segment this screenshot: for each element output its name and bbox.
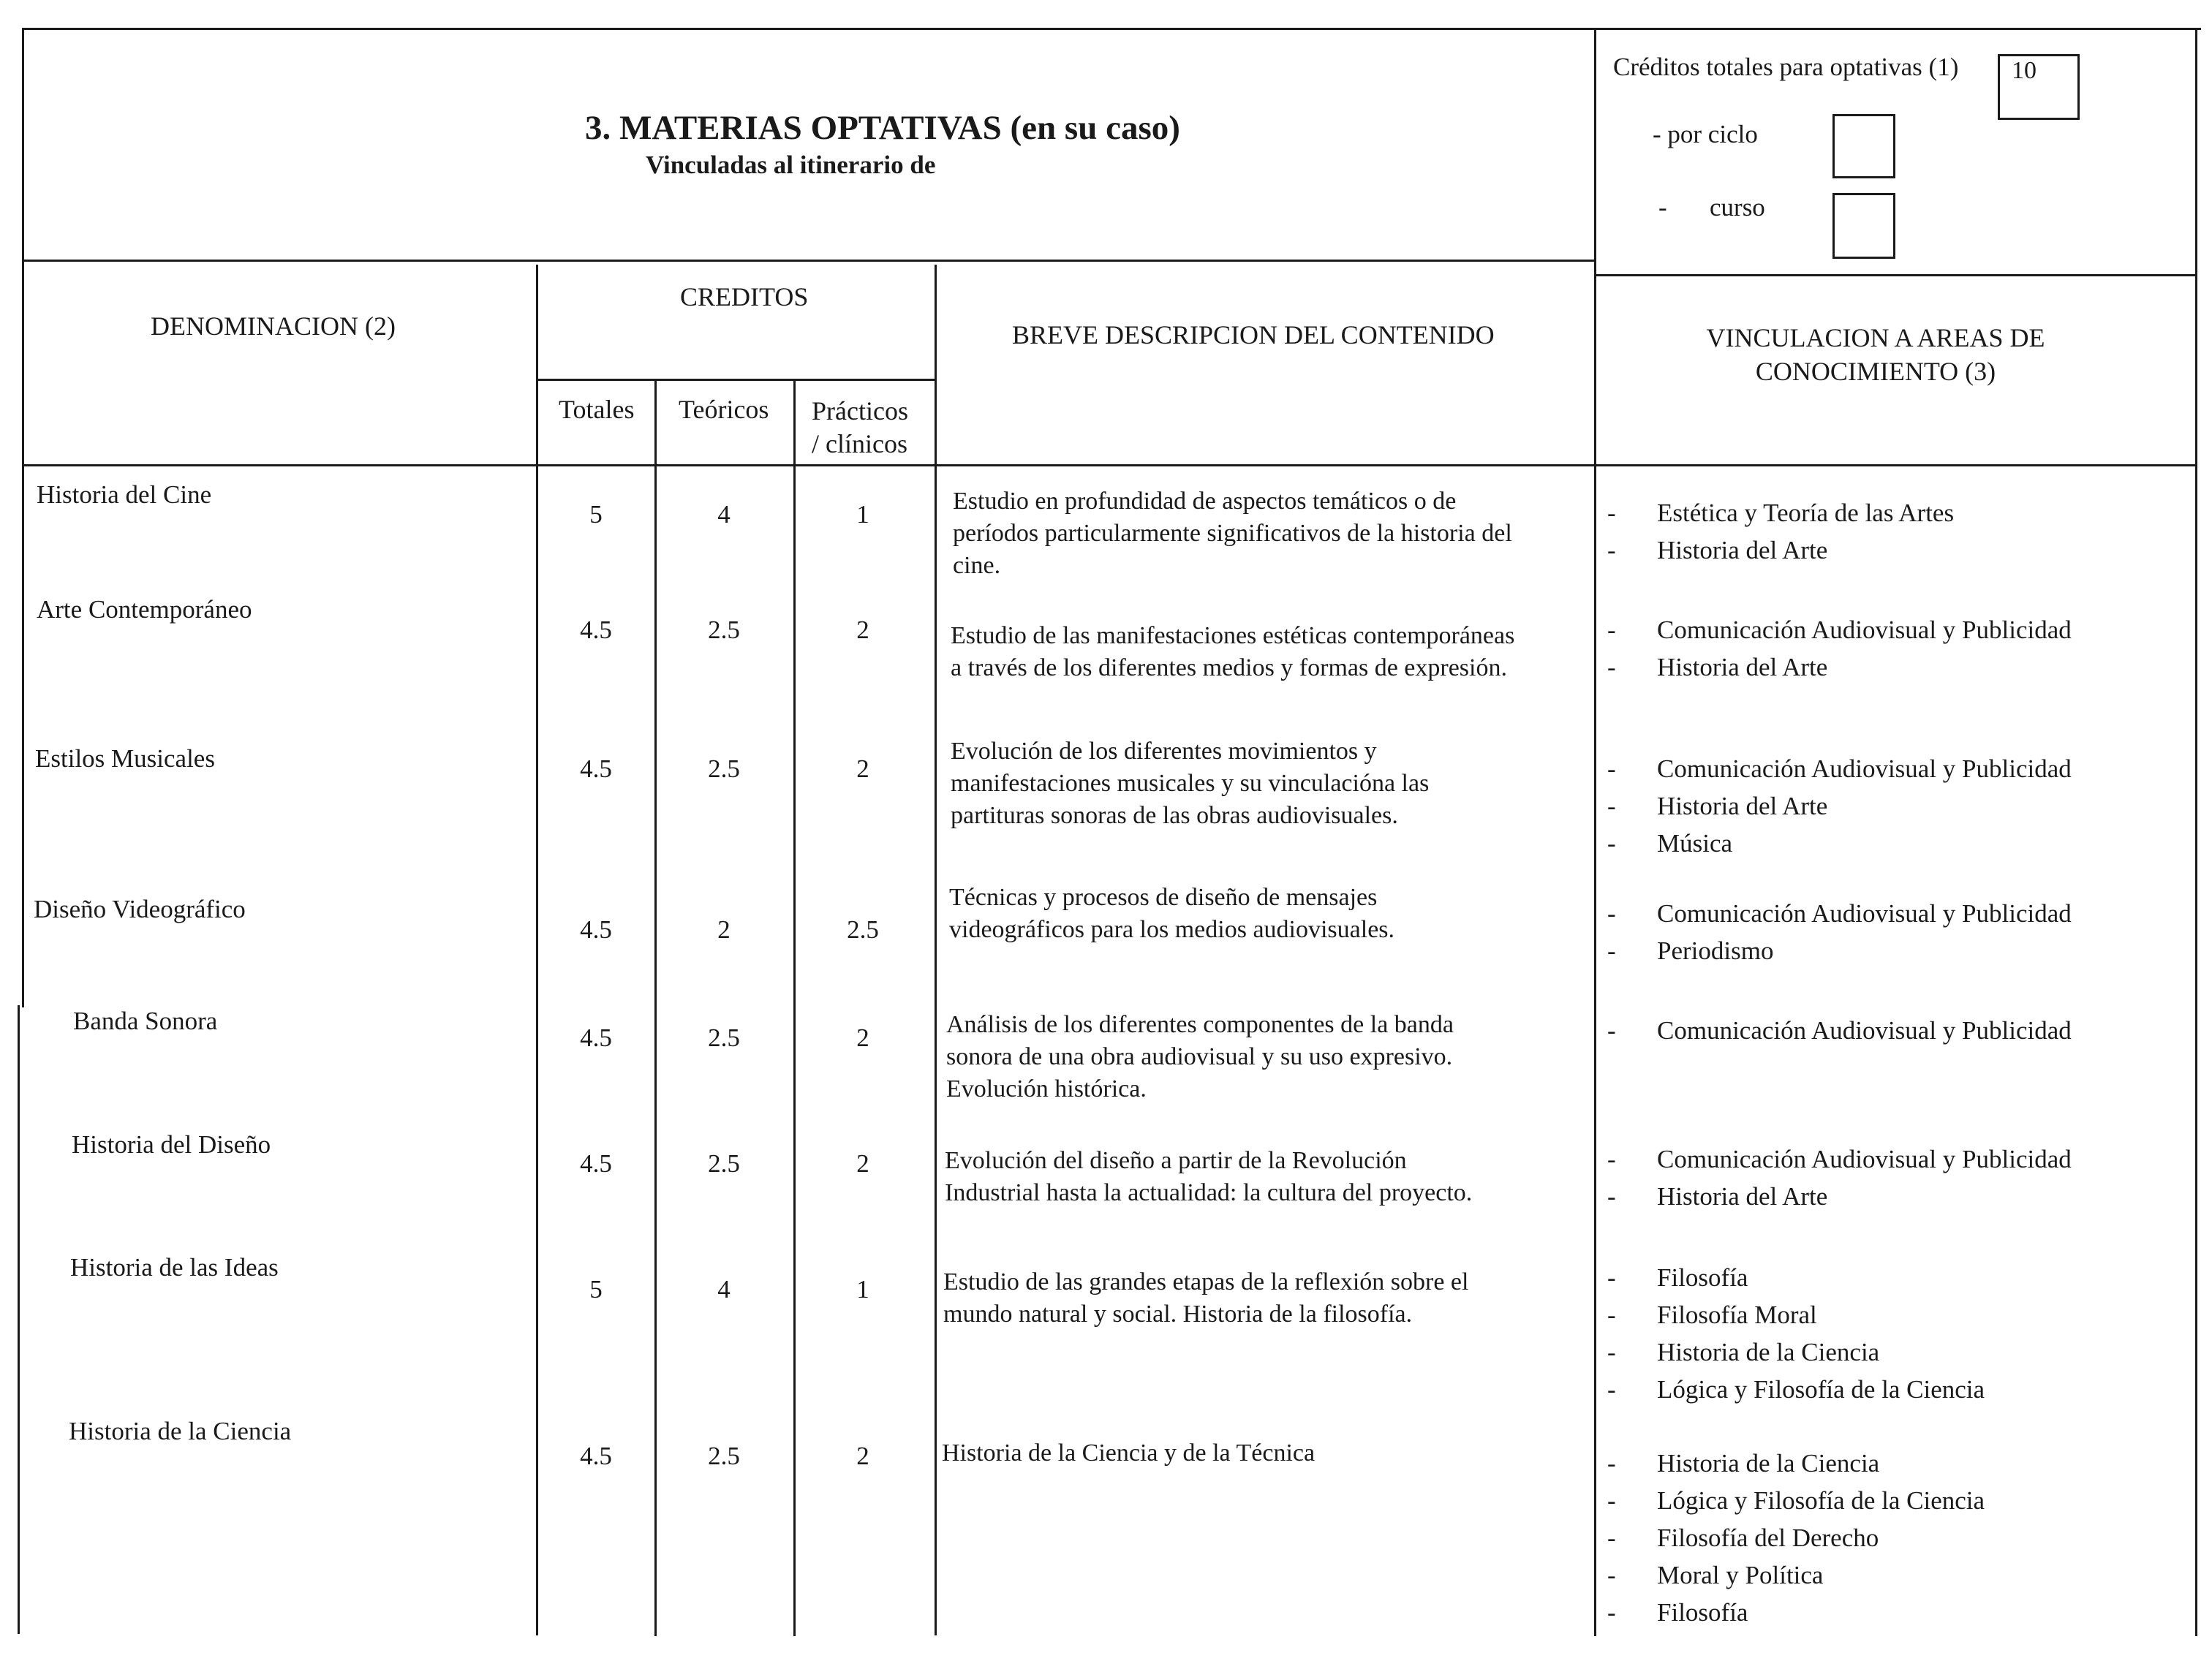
credit-practicos: 2 (856, 754, 869, 783)
area-label: Comunicación Audiovisual y Publicidad (1657, 1145, 2072, 1173)
left-border (22, 28, 24, 1007)
credit-teoricos: 4 (717, 1275, 731, 1304)
subject-description (946, 1009, 1454, 1105)
list-dash: - (1607, 536, 1616, 564)
col-line-2 (654, 379, 657, 1636)
subject-description (953, 485, 1512, 582)
subject-name: Historia de la Ciencia (69, 1417, 292, 1445)
area-label: Periodismo (1657, 937, 1774, 965)
list-dash: - (1607, 1561, 1616, 1589)
col-header-practicos-1: Prácticos (812, 396, 908, 425)
knowledge-areas (1606, 494, 1954, 569)
area-label: Comunicación Audiovisual y Publicidad (1657, 899, 2072, 928)
area-item (1606, 1371, 1985, 1408)
col-header-practicos-2: / clínicos (812, 429, 907, 458)
area-item (1606, 1140, 2072, 1178)
credit-practicos: 2 (856, 1149, 869, 1178)
credit-totales: 4.5 (580, 754, 612, 783)
credit-teoricos: 4 (717, 500, 731, 529)
header-divider-right (1594, 274, 2197, 276)
area-label: Estética y Teoría de las Artes (1657, 499, 1955, 527)
list-dash: - (1607, 1145, 1616, 1173)
por-ciclo-box[interactable] (1832, 114, 1895, 178)
subject-description (945, 1145, 1472, 1209)
area-label: Música (1657, 829, 1733, 858)
area-label: Filosofía (1657, 1263, 1748, 1292)
list-dash: - (1607, 1449, 1616, 1478)
description-line: Evolución histórica. (946, 1075, 1147, 1102)
area-item (1606, 494, 1954, 531)
knowledge-areas (1606, 750, 2072, 862)
area-label: Comunicación Audiovisual y Publicidad (1657, 1016, 2072, 1045)
creditos-totales-value: 10 (2012, 57, 2037, 84)
description-line: Industrial hasta la actualidad: la cultura del proyecto. (945, 1179, 1473, 1206)
description-line: Estudio de las grandes etapas de la reflexión sobre el (943, 1268, 1469, 1295)
description-line: manifestaciones musicales y su vinculacióna las (951, 770, 1430, 797)
section-title: 3. MATERIAS OPTATIVAS (en su caso) (585, 109, 1180, 147)
col-line-4 (935, 265, 937, 1635)
credit-totales: 4.5 (580, 1024, 612, 1052)
list-dash: - (1607, 1338, 1616, 1366)
creditos-sub-divider (537, 379, 936, 381)
area-label: Historia de la Ciencia (1657, 1338, 1880, 1366)
description-line: Análisis de los diferentes componentes de la banda (946, 1011, 1454, 1038)
list-dash: - (1607, 653, 1616, 681)
description-line: Evolución de los diferentes movimientos y (951, 738, 1377, 765)
area-item (1606, 1296, 1985, 1333)
subject-name: Estilos Musicales (35, 744, 215, 773)
credit-totales: 4.5 (580, 915, 612, 944)
area-item (1606, 750, 2072, 787)
area-item (1606, 1012, 2072, 1049)
subject-description (942, 1437, 1315, 1469)
description-line: Evolución del diseño a partir de la Revolución (945, 1147, 1407, 1174)
subject-description (943, 1266, 1468, 1331)
description-line: Historia de la Ciencia y de la Técnica (942, 1439, 1316, 1467)
right-border (2195, 28, 2197, 1636)
description-line: cine. (953, 552, 1001, 579)
knowledge-areas (1606, 1445, 1985, 1631)
list-dash: - (1607, 1263, 1616, 1292)
area-label: Filosofía Moral (1657, 1301, 1817, 1329)
list-dash: - (1607, 754, 1616, 783)
credit-practicos: 2.5 (847, 915, 879, 944)
knowledge-areas (1606, 1012, 2072, 1049)
subject-name: Banda Sonora (73, 1007, 218, 1035)
section-subtitle: Vinculadas al itinerario de (646, 151, 936, 179)
subject-name: Arte Contemporáneo (37, 595, 252, 624)
curso-box[interactable] (1832, 193, 1895, 259)
description-line: Técnicas y procesos de diseño de mensajes (949, 884, 1378, 911)
credit-totales: 4.5 (580, 616, 612, 644)
area-label: Historia del Arte (1657, 792, 1828, 820)
list-dash: - (1607, 899, 1616, 928)
area-label: Comunicación Audiovisual y Publicidad (1657, 616, 2072, 644)
area-item (1606, 825, 2072, 862)
credit-totales: 4.5 (580, 1149, 612, 1178)
col-line-3 (793, 379, 796, 1636)
credit-teoricos: 2.5 (708, 1149, 740, 1178)
col-header-creditos: CREDITOS (680, 282, 809, 311)
area-item (1606, 787, 2072, 825)
col-header-teoricos: Teóricos (679, 395, 769, 424)
por-ciclo-label: - por ciclo (1653, 120, 1758, 148)
description-line: a través de los diferentes medios y formas de expresión. (951, 654, 1507, 681)
description-line: mundo natural y social. Historia de la filosofía. (943, 1301, 1413, 1328)
description-line: partituras sonoras de las obras audiovisuales. (951, 802, 1398, 829)
list-dash: - (1607, 616, 1616, 644)
area-item (1606, 1178, 2072, 1215)
credit-totales: 5 (589, 1275, 603, 1304)
subject-name: Historia de las Ideas (70, 1253, 279, 1282)
area-label: Moral y Política (1657, 1561, 1824, 1589)
col-header-vinculacion-1: VINCULACION A AREAS DE (1706, 323, 2045, 352)
curso-dash: - (1658, 193, 1667, 222)
subject-name: Diseño Videográfico (34, 895, 246, 923)
credit-practicos: 1 (856, 500, 869, 529)
area-label: Historia del Arte (1657, 536, 1828, 564)
list-dash: - (1607, 1182, 1616, 1211)
credit-teoricos: 2 (717, 915, 731, 944)
subject-description (949, 882, 1394, 946)
area-label: Historia del Arte (1657, 653, 1828, 681)
list-dash: - (1607, 499, 1616, 527)
description-line: períodos particularmente significativos de la historia del (953, 520, 1512, 547)
header-divider (22, 260, 1594, 262)
description-line: Estudio en profundidad de aspectos temáticos o de (953, 488, 1457, 515)
list-dash: - (1607, 1016, 1616, 1045)
list-dash: - (1607, 1598, 1616, 1627)
area-item (1606, 1556, 1985, 1594)
list-dash: - (1607, 1486, 1616, 1515)
area-item (1606, 1445, 1985, 1482)
list-dash: - (1607, 937, 1616, 965)
credit-practicos: 2 (856, 1024, 869, 1052)
creditos-totales-label: Créditos totales para optativas (1) (1613, 53, 1959, 81)
left-border-lower (18, 1005, 20, 1634)
list-dash: - (1607, 1375, 1616, 1404)
description-line: sonora de una obra audiovisual y su uso expresivo. (946, 1043, 1453, 1070)
area-label: Comunicación Audiovisual y Publicidad (1657, 754, 2072, 783)
column-header-bottom (22, 464, 2197, 466)
credit-teoricos: 2.5 (708, 754, 740, 783)
header-vertical (1594, 28, 1596, 276)
subject-name: Historia del Diseño (72, 1130, 271, 1159)
creditos-totales-box[interactable] (1998, 54, 2080, 120)
credit-teoricos: 2.5 (708, 1024, 740, 1052)
area-item (1606, 611, 2072, 648)
col-header-denominacion: DENOMINACION (2) (151, 311, 396, 341)
list-dash: - (1607, 1301, 1616, 1329)
credit-totales: 5 (589, 500, 603, 529)
area-item (1606, 1519, 1985, 1556)
area-item (1606, 932, 2072, 969)
list-dash: - (1607, 1524, 1616, 1552)
col-header-descripcion: BREVE DESCRIPCION DEL CONTENIDO (1012, 320, 1495, 349)
credit-totales: 4.5 (580, 1442, 612, 1470)
credit-practicos: 2 (856, 1442, 869, 1470)
credit-practicos: 2 (856, 616, 869, 644)
area-item (1606, 648, 2072, 686)
subject-description (951, 620, 1514, 684)
area-item (1606, 531, 1954, 569)
description-line: videográficos para los medios audiovisuales. (949, 916, 1395, 943)
credit-teoricos: 2.5 (708, 1442, 740, 1470)
area-item (1606, 1333, 1985, 1371)
credit-practicos: 1 (856, 1275, 869, 1304)
area-item (1606, 1482, 1985, 1519)
subject-name: Historia del Cine (37, 480, 212, 509)
area-label: Lógica y Filosofía de la Ciencia (1657, 1486, 1985, 1515)
col-header-totales: Totales (559, 395, 635, 424)
list-dash: - (1607, 829, 1616, 858)
col-header-vinculacion-2: CONOCIMIENTO (3) (1755, 357, 1996, 386)
knowledge-areas (1606, 1259, 1985, 1408)
area-item (1606, 895, 2072, 932)
area-label: Historia de la Ciencia (1657, 1449, 1880, 1478)
subject-description (951, 735, 1429, 832)
area-item (1606, 1594, 1985, 1631)
knowledge-areas (1606, 1140, 2072, 1215)
knowledge-areas (1606, 611, 2072, 686)
curso-label: curso (1710, 193, 1765, 222)
list-dash: - (1607, 792, 1616, 820)
col-line-5 (1594, 276, 1596, 1636)
area-label: Filosofía del Derecho (1657, 1524, 1879, 1552)
top-border (22, 28, 2201, 30)
description-line: Estudio de las manifestaciones estéticas contemporáneas (951, 622, 1515, 649)
knowledge-areas (1606, 895, 2072, 969)
area-label: Lógica y Filosofía de la Ciencia (1657, 1375, 1985, 1404)
credit-teoricos: 2.5 (708, 616, 740, 644)
area-item (1606, 1259, 1985, 1296)
area-label: Filosofía (1657, 1598, 1748, 1627)
area-label: Historia del Arte (1657, 1182, 1828, 1211)
col-line-1 (536, 265, 538, 1635)
